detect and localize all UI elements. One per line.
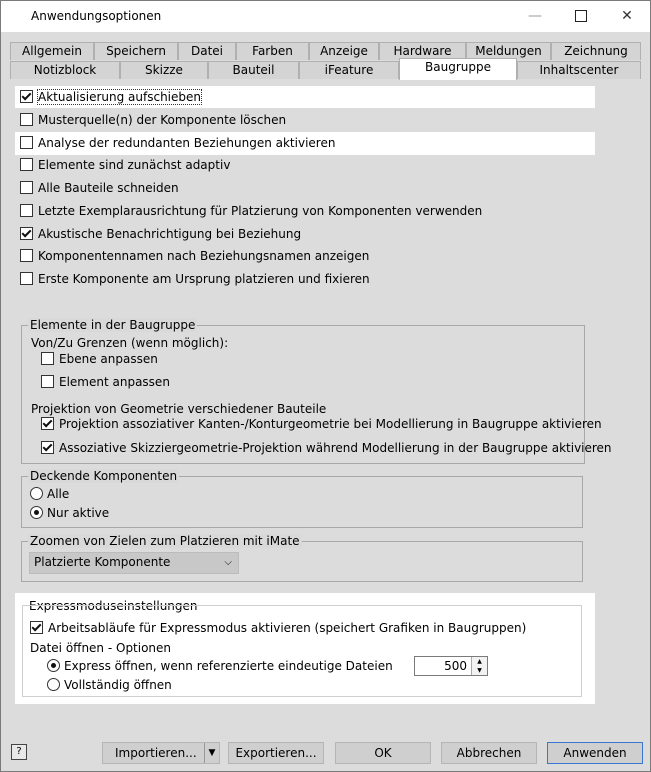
radio-active-only[interactable]: Nur aktive [30,503,109,523]
radio-full-open[interactable]: Vollständig öffnen [47,675,172,695]
zoom-target-dropdown[interactable]: Platzierte Komponente ⌵ [29,552,239,574]
checkbox-icon [20,113,33,126]
ok-button[interactable]: OK [335,742,431,764]
tab-zeichnung[interactable]: Zeichnung [551,42,641,60]
spinner-arrows-icon[interactable]: ▲ ▼ [471,657,487,675]
tab-farben[interactable]: Farben [236,42,309,60]
tab-speichern[interactable]: Speichern [94,42,178,60]
tab-allgemein[interactable]: Allgemein [10,42,94,60]
tab-bauteil[interactable]: Bauteil [208,61,299,79]
radio-icon [47,678,60,691]
radio-icon [30,506,43,519]
tab-hardware[interactable]: Hardware [379,42,466,60]
checkbox-icon [20,158,33,171]
checkbox-icon [20,181,33,194]
checkbox-icon [41,441,54,454]
apply-button[interactable]: Anwenden [547,742,643,764]
elements-group-title: Elemente in der Baugruppe [30,318,196,332]
cancel-button[interactable]: Abbrechen [441,742,537,764]
zoom-group-title: Zoomen von Zielen zum Platzieren mit iMate [30,534,300,548]
radio-icon [47,659,60,672]
tab-notizblock[interactable]: Notizblock [10,61,120,79]
tab-ifeature[interactable]: iFeature [299,61,399,79]
option-projection-sketch[interactable]: Assoziative Skizziergeometrie-Projektion während Modellierung in der Baugruppe aktivieren [41,438,612,458]
express-threshold-input[interactable]: 500 ▲ ▼ [414,656,488,676]
chevron-down-icon[interactable]: ▼ [204,743,219,763]
tab-datei[interactable]: Datei [178,42,236,60]
checkbox-icon [20,272,33,285]
option-delete-pattern-source[interactable]: Musterquelle(n) der Komponente löschen [20,110,286,130]
tab-meldungen[interactable]: Meldungen [466,42,551,60]
option-acoustic-notification[interactable]: Akustische Benachrichtigung bei Beziehung [20,224,301,244]
title-bar [1,1,650,32]
option-cut-all-parts[interactable]: Alle Bauteile schneiden [20,178,179,198]
checkbox-icon [20,90,33,103]
checkbox-icon [30,621,43,634]
option-adaptive-features[interactable]: Elemente sind zunächst adaptiv [20,155,230,175]
help-icon[interactable]: ? [11,744,27,760]
radio-express-open[interactable]: Express öffnen, wenn referenzierte eindeutige Dateien [47,656,393,676]
tab-anzeige[interactable]: Anzeige [309,42,379,60]
chevron-down-icon: ⌵ [224,557,232,568]
checkbox-icon [20,136,33,149]
opaque-group-title: Deckende Komponenten [30,469,178,483]
checkbox-icon [20,227,33,240]
minimize-button[interactable]: — [528,8,542,24]
file-open-options-label: Datei öffnen - Optionen [30,641,172,655]
option-plane-adapt[interactable]: Ebene anpassen [41,349,158,369]
radio-all[interactable]: Alle [30,484,69,504]
export-button[interactable]: Exportieren... [228,742,324,764]
import-button[interactable]: Importieren... ▼ [102,742,220,764]
option-element-adapt[interactable]: Element anpassen [41,372,170,392]
checkbox-icon [41,352,54,365]
option-first-component-ground[interactable]: Erste Komponente am Ursprung platzieren und fixieren [20,269,370,289]
option-last-occurrence-orientation[interactable]: Letzte Exemplarausrichtung für Platzierung von Komponenten verwenden [20,201,482,221]
checkbox-icon [41,417,54,430]
option-defer-update[interactable]: Aktualisierung aufschieben [20,87,201,107]
from-to-label: Von/Zu Grenzen (wenn möglich): [31,336,229,350]
maximize-button[interactable] [558,1,604,32]
option-component-names[interactable]: Komponentennamen nach Beziehungsnamen anzeigen [20,246,369,266]
checkbox-icon [20,204,33,217]
option-projection-edges[interactable]: Projektion assoziativer Kanten-/Konturgeometrie bei Modellierung in Baugruppe aktivieren [41,414,602,434]
tab-skizze[interactable]: Skizze [120,61,208,79]
projection-label: Projektion von Geometrie verschiedener Bauteile [31,402,327,416]
express-group-title: Expressmoduseinstellungen [29,599,198,613]
close-button[interactable]: ✕ [621,8,633,24]
checkbox-icon [41,375,54,388]
checkbox-icon [20,249,33,262]
option-redundant-analysis[interactable]: Analyse der redundanten Beziehungen aktivieren [20,133,335,153]
tab-baugruppe[interactable]: Baugruppe [399,58,517,80]
tab-inhaltscenter[interactable]: Inhaltscenter [517,61,641,79]
option-express-workflows[interactable]: Arbeitsabläufe für Expressmodus aktivieren (speichert Grafiken in Baugruppen) [30,618,526,638]
radio-icon [30,487,43,500]
maximize-icon [575,10,587,22]
window-title: Anwendungsoptionen [31,9,162,23]
